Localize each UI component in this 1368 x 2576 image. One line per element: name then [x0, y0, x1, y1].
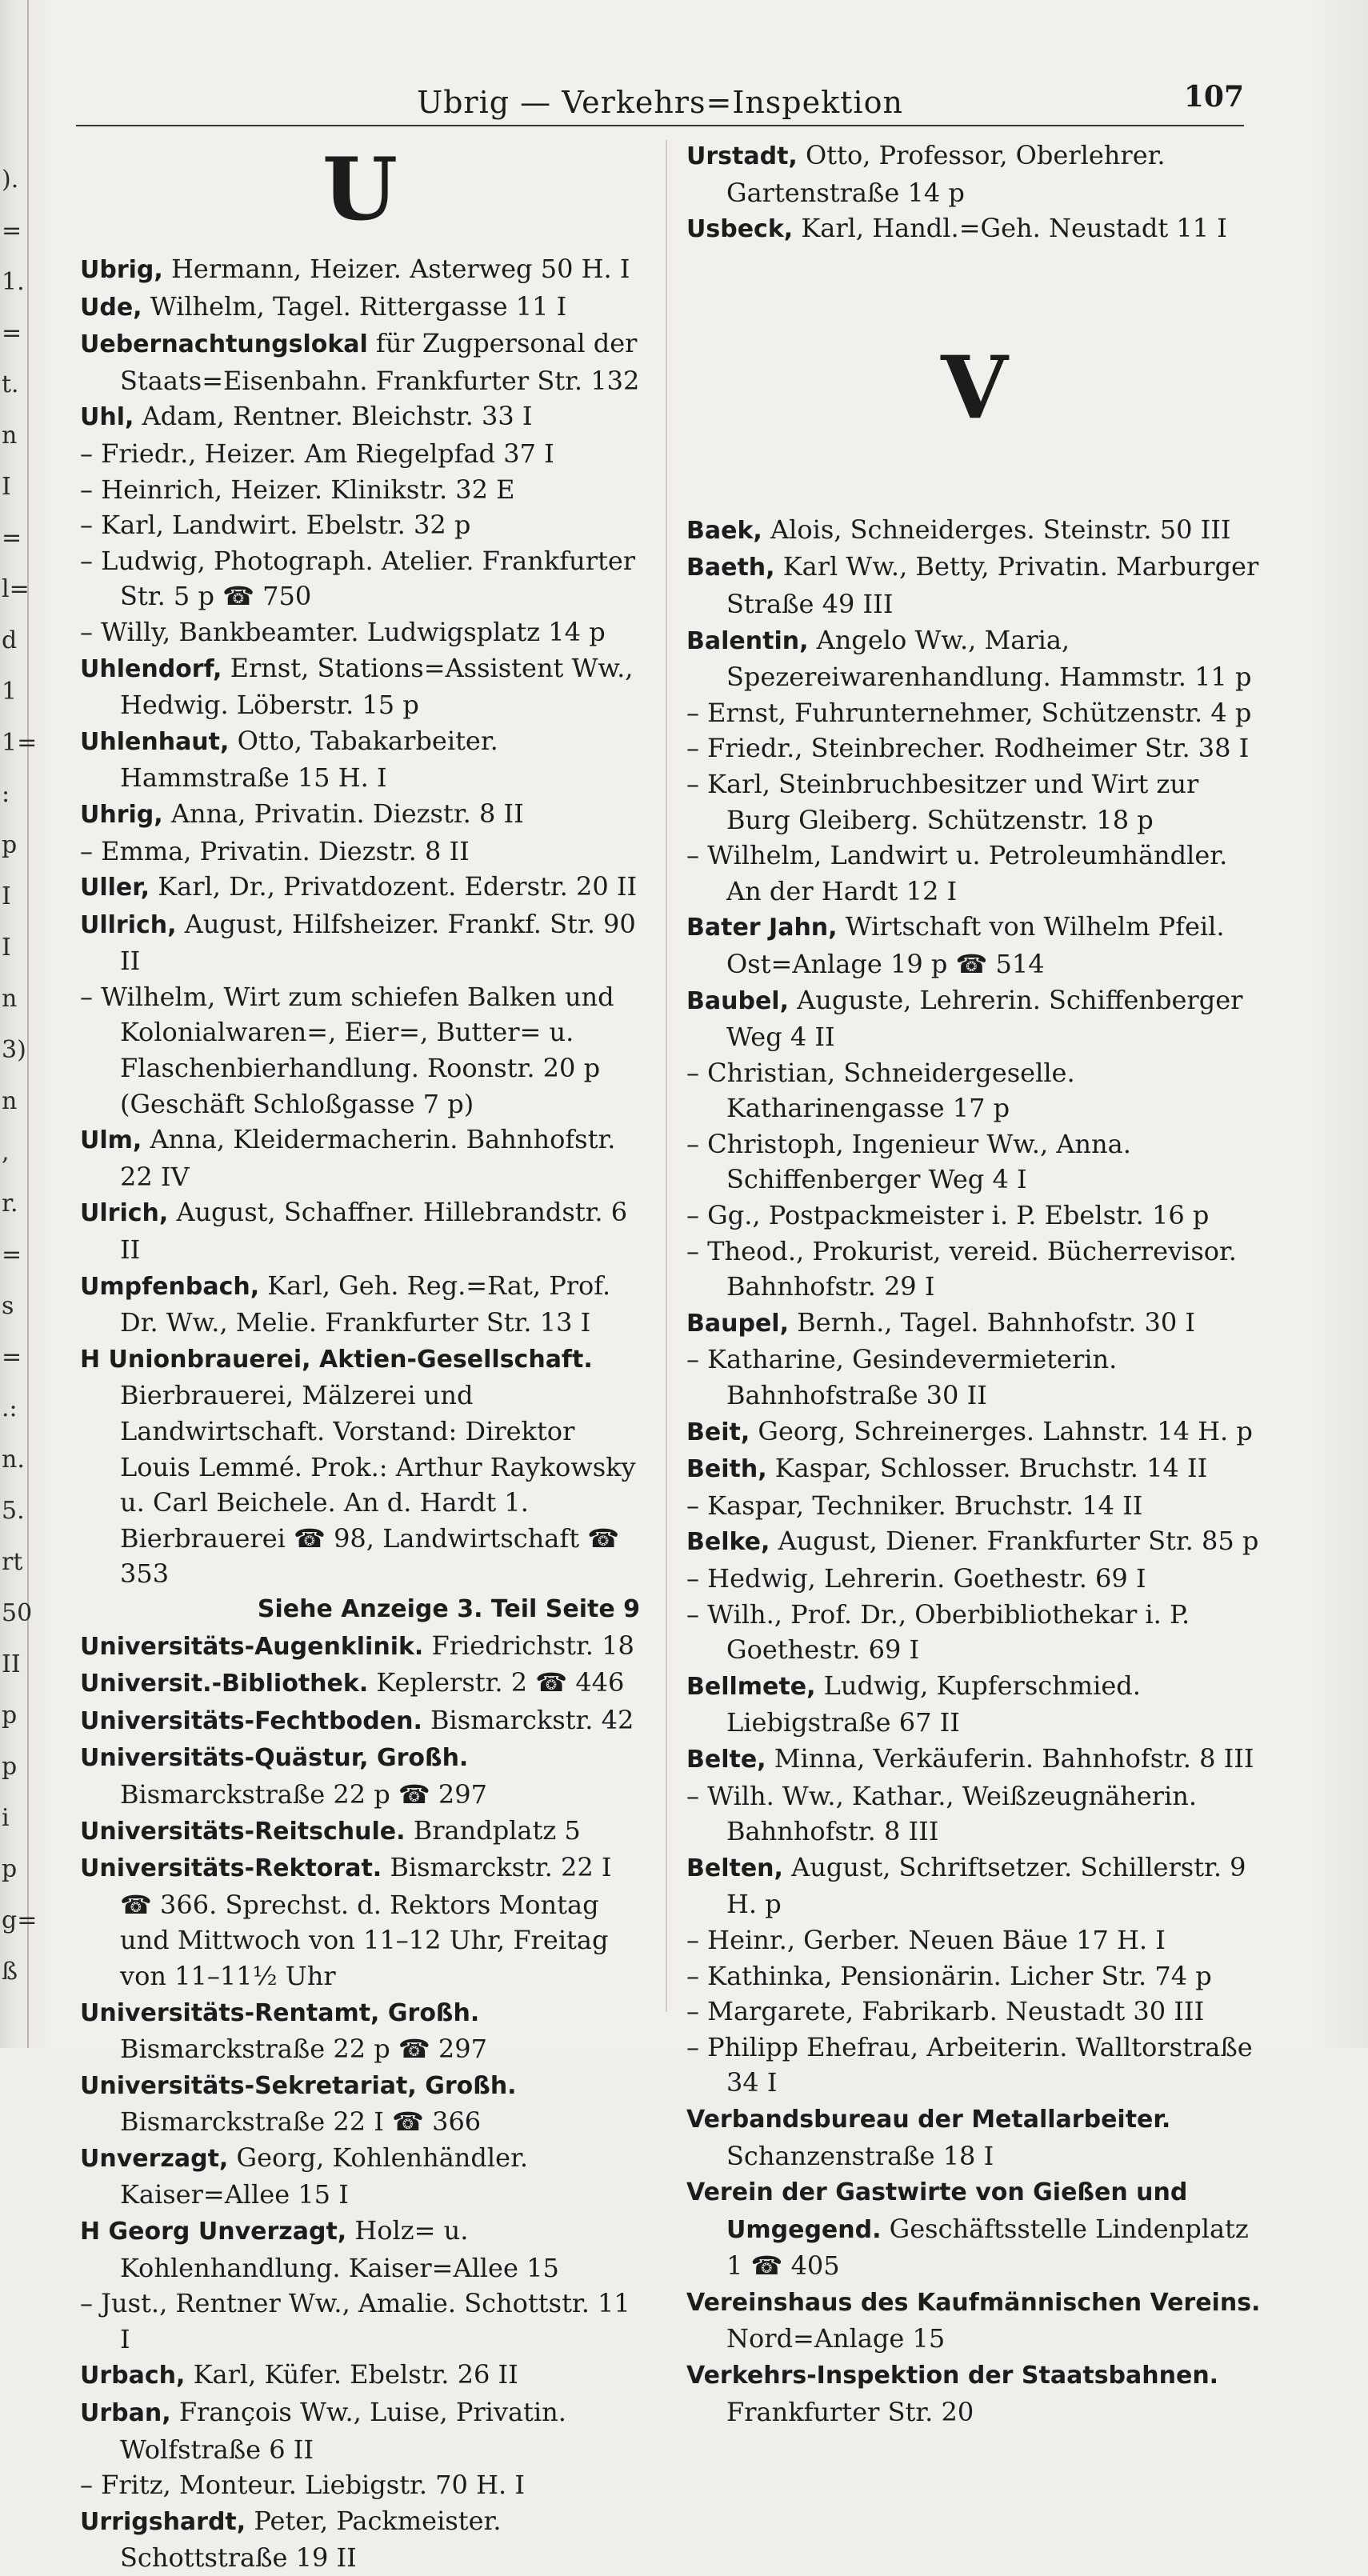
directory-entry	[686, 1958, 1262, 1994]
entry-details: Kaspar, Schlosser. Bruchstr. 14 II	[766, 1453, 1208, 1484]
entry-name: Balentin,	[686, 626, 809, 655]
entry-name: Beith,	[686, 1455, 767, 1484]
directory-entry	[80, 2394, 640, 2467]
directory-entry	[80, 289, 640, 326]
entry-name: Baubel,	[686, 986, 789, 1015]
entry-details: Schanzenstraße 18 I	[726, 2140, 994, 2171]
edge-fragment: =	[2, 1343, 22, 1371]
entry-name: Ulm,	[80, 1126, 142, 1155]
directory-entry	[80, 723, 640, 796]
edge-fragment: n	[2, 1087, 18, 1115]
directory-entry	[80, 472, 640, 508]
entry-details: Ludwig, Kupferschmied. Liebigstraße 67 II	[726, 1670, 1141, 1738]
entry-details: Peter, Packmeister. Schottstraße 19 II	[120, 2505, 502, 2574]
entry-name: Uhrig,	[80, 800, 163, 829]
directory-entry	[686, 1198, 1262, 1234]
entry-details: Bierbrauerei, Mälzerei und Landwirtschaft. Vorstand: Direktor Louis Lemmé. Prok.: Arthur Raykowsky u. Carl Beichele. An d. Hardt 1. Bierbrauerei ☎ 98, Landwirtschaft ☎ 353	[120, 1380, 636, 1590]
edge-fragment: I	[2, 882, 11, 910]
entry-details: François Ww., Luise, Privatin. Wolfstraße 6 II	[120, 2397, 566, 2465]
edge-fragment: p	[2, 1855, 18, 1883]
directory-entry	[686, 2101, 1262, 2174]
entry-details: – Fritz, Monteur. Liebigstr. 70 H. I	[80, 2470, 525, 2501]
directory-entry	[80, 1994, 640, 2067]
entry-name: Universitäts-Augenklinik.	[80, 1632, 424, 1661]
edge-fragment: 1=	[2, 729, 38, 757]
edge-fragment: =	[2, 217, 22, 245]
entry-details: – Willy, Bankbeamter. Ludwigsplatz 14 p	[80, 616, 606, 647]
directory-entry	[686, 1994, 1262, 2030]
edge-fragment: ß	[2, 1958, 18, 1986]
entry-name: H Georg Unverzagt,	[80, 2218, 347, 2246]
entry-details: – Friedr., Heizer. Am Riegelpfad 37 I	[80, 438, 554, 469]
entry-name: Urstadt,	[686, 142, 798, 170]
entry-details: – Margarete, Fabrikarb. Neustadt 30 III	[686, 1996, 1205, 2027]
right-column-entries	[686, 512, 1262, 2430]
directory-entry	[80, 869, 640, 906]
edge-fragment: =	[2, 1241, 22, 1269]
directory-entry	[80, 436, 640, 472]
entry-name: Uhlendorf,	[80, 654, 222, 683]
entry-details: August, Diener. Frankfurter Str. 85 p	[770, 1526, 1259, 1557]
entry-name: H Unionbrauerei, Aktien-Gesellschaft.	[80, 1345, 593, 1374]
entry-details: Bismarckstraße 22 I ☎ 366	[120, 2106, 482, 2138]
directory-entry	[686, 982, 1262, 1055]
edge-fragment: r.	[2, 1190, 18, 1218]
directory-entry	[80, 1122, 640, 1194]
page-header	[76, 80, 1244, 126]
entry-details: Auguste, Lehrerin. Schiffenberger Weg 4 II	[726, 984, 1243, 1053]
previous-page-edge	[0, 0, 38, 2048]
edge-fragment: p	[2, 1702, 18, 1730]
edge-fragment: .:	[2, 1394, 18, 1422]
entry-details: Ernst, Stations=Assistent Ww., Hedwig. Löberstr. 15 p	[120, 652, 634, 721]
entry-name: Belten,	[686, 1854, 783, 1882]
entry-details: – Wilh. Ww., Kathar., Weißzeugnäherin. Bahnhofstr. 8 III	[686, 1780, 1198, 1847]
directory-entry	[686, 1450, 1262, 1488]
entry-details: – Christoph, Ingenieur Ww., Anna. Schiffenberger Weg 4 I	[686, 1128, 1131, 1195]
directory-entry	[80, 1739, 640, 1812]
directory-entry	[80, 543, 640, 614]
directory-entry	[80, 2067, 640, 2140]
edge-fragment: ,	[2, 1138, 10, 1166]
edge-fragment: I	[2, 934, 11, 962]
directory-entry	[80, 1341, 640, 1592]
entry-name: Urban,	[80, 2399, 171, 2428]
entry-name: Uhlenhaut,	[80, 727, 230, 756]
entry-details: Nord=Anlage 15	[726, 2323, 946, 2354]
edge-fragment: 5.	[2, 1497, 25, 1525]
entry-details: – Friedr., Steinbrecher. Rodheimer Str. 38 I	[686, 733, 1250, 764]
entry-details: Keplerstr. 2 ☎ 446	[368, 1667, 625, 1698]
directory-entry	[686, 730, 1262, 766]
entry-details: – Kaspar, Techniker. Bruchstr. 14 II	[686, 1490, 1143, 1521]
running-title: Ubrig — Verkehrs=Inspektion	[417, 85, 903, 120]
entry-name: Verbandsbureau der Metallarbeiter.	[686, 2105, 1171, 2134]
edge-fragment: ).	[2, 166, 19, 194]
entry-details: Karl, Dr., Privatdozent. Ederstr. 20 II	[150, 871, 638, 902]
entry-name: Umpfenbach,	[80, 1272, 260, 1301]
section-letter-u: U	[322, 139, 398, 240]
entry-details: für Zugpersonal der Staats=Eisenbahn. Frankfurter Str. 132	[120, 328, 640, 396]
edge-fragment: p	[2, 1753, 18, 1781]
directory-entry	[686, 766, 1262, 838]
edge-fragment: 3)	[2, 1036, 26, 1064]
entry-details: Bismarckstr. 42	[422, 1704, 634, 1735]
directory-entry	[80, 1813, 640, 1850]
directory-entry	[80, 796, 640, 834]
directory-entry	[80, 2503, 640, 2576]
entry-name: Vereinshaus des Kaufmännischen Vereins.	[686, 2288, 1261, 2317]
directory-entry	[80, 251, 640, 289]
edge-fragment: 1	[2, 678, 18, 706]
entry-details: – Christian, Schneidergeselle. Katharinengasse 17 p	[686, 1057, 1075, 1124]
entry-details: – Wilhelm, Landwirt u. Petroleumhändler. An der Hardt 12 I	[686, 840, 1228, 906]
directory-entry	[80, 614, 640, 650]
entry-details: – Karl, Landwirt. Ebelstr. 32 p	[80, 510, 471, 541]
edge-fragment: t.	[2, 370, 19, 398]
entry-details: Bismarckstraße 22 p ☎ 297	[120, 1778, 487, 1810]
entry-details: – Hedwig, Lehrerin. Goethestr. 69 I	[686, 1563, 1146, 1594]
entry-details: Holz= u. Kohlenhandlung. Kaiser=Allee 15	[120, 2215, 559, 2283]
entry-name: Universitäts-Quästur, Großh.	[80, 1744, 469, 1773]
directory-entry	[686, 1597, 1262, 1668]
entry-name: Universitäts-Reitschule.	[80, 1817, 406, 1846]
entry-details: – Ludwig, Photograph. Atelier. Frankfurter Str. 5 p ☎ 750	[80, 545, 636, 612]
entry-name: Verein der Gastwirte von Gießen und Umgegend.	[686, 2178, 1188, 2244]
directory-entry	[686, 512, 1262, 550]
edge-fragment: i	[2, 1804, 10, 1832]
entry-details: – Philipp Ehefrau, Arbeiterin. Walltorstraße 34 I	[686, 2031, 1253, 2098]
entry-name: Universitäts-Rektorat.	[80, 1854, 382, 1883]
edge-fragment: p	[2, 831, 18, 859]
directory-entry	[80, 1850, 640, 1994]
entry-details: Friedrichstr. 18	[423, 1630, 634, 1661]
edge-fragment: l=	[2, 575, 30, 603]
directory-entry	[686, 1561, 1262, 1597]
directory-entry	[80, 398, 640, 436]
directory-entry	[80, 979, 640, 1122]
directory-entry	[686, 1523, 1262, 1561]
edge-fragment: n	[2, 422, 18, 450]
entry-details: – Gg., Postpackmeister i. P. Ebelstr. 16 p	[686, 1200, 1210, 1231]
entry-details: Anna, Kleidermacherin. Bahnhofstr. 22 IV	[120, 1124, 616, 1192]
entry-name: Ulrich,	[80, 1199, 169, 1228]
entry-details: Georg, Schreinerges. Lahnstr. 14 H. p	[750, 1415, 1253, 1446]
directory-entry	[686, 622, 1262, 695]
entry-name: Uller,	[80, 874, 150, 902]
entry-details: Karl, Handl.=Geh. Neustadt 11 I	[793, 213, 1227, 244]
edge-fragment: =	[2, 319, 22, 347]
entry-name: Beit,	[686, 1418, 750, 1446]
entry-details: Wilhelm, Tagel. Rittergasse 11 I	[142, 290, 567, 322]
entry-name: Urbach,	[80, 2362, 186, 2390]
right-column	[686, 138, 1262, 2430]
directory-entry	[686, 838, 1262, 909]
edge-fragment: d	[2, 626, 18, 654]
entry-name: Universitäts-Sekretariat, Großh.	[80, 2071, 517, 2100]
entry-name: Verkehrs-Inspektion der Staatsbahnen.	[686, 2362, 1219, 2390]
directory-entry	[686, 695, 1262, 731]
entry-details: – Karl, Steinbruchbesitzer und Wirt zur Burg Gleiberg. Schützenstr. 18 p	[686, 768, 1199, 835]
entry-details: Alois, Schneiderges. Steinstr. 50 III	[762, 514, 1231, 545]
entry-details: – Wilhelm, Wirt zum schiefen Balken und Kolonialwaren=, Eier=, Butter= u. Flaschenbierhandlung. Roonstr. 20 p (Geschäft Schloßgasse 7 p)	[80, 981, 614, 1119]
entry-details: Anna, Privatin. Diezstr. 8 II	[162, 798, 524, 829]
entry-name: Ullrich,	[80, 910, 177, 939]
entry-name: Universitäts-Fechtboden.	[80, 1706, 422, 1735]
entry-name: Bater Jahn,	[686, 914, 838, 942]
edge-fragment: n.	[2, 1446, 25, 1474]
entry-details: Geschäftsstelle Lindenplatz 1 ☎ 405	[726, 2213, 1249, 2282]
entry-name: Bellmete,	[686, 1672, 816, 1701]
entry-name: Belte,	[686, 1745, 766, 1774]
entry-name: Baeth,	[686, 554, 775, 582]
entry-details: – Just., Rentner Ww., Amalie. Schottstr. 11 I	[80, 2288, 630, 2354]
entry-details: – Katharine, Gesindevermieterin. Bahnhofstraße 30 II	[686, 1344, 1118, 1411]
directory-entry	[80, 1665, 640, 1702]
entry-name: Belke,	[686, 1528, 770, 1557]
edge-fragment: s	[2, 1292, 14, 1320]
entry-details: Hermann, Heizer. Asterweg 50 H. I	[162, 254, 630, 284]
edge-fragment: 50	[2, 1599, 33, 1627]
entry-name: Ubrig,	[80, 256, 163, 284]
directory-entry	[686, 1778, 1262, 1850]
entry-name: Uebernachtungslokal	[80, 330, 368, 359]
entry-details: Otto, Tabakarbeiter. Hammstraße 15 H. I	[120, 725, 498, 794]
entry-details: Georg, Kohlenhändler. Kaiser=Allee 15 I	[120, 2142, 529, 2210]
entry-name: Uhl,	[80, 403, 134, 432]
left-column	[80, 138, 640, 2576]
entry-details: – Heinr., Gerber. Neuen Bäue 17 H. I	[686, 1924, 1166, 1955]
entry-details: Bernh., Tagel. Bahnhofstr. 30 I	[788, 1306, 1196, 1338]
directory-entry	[686, 1055, 1262, 1126]
entry-details: – Heinrich, Heizer. Klinikstr. 32 E	[80, 474, 515, 505]
entry-details: – Kathinka, Pensionärin. Licher Str. 74 p	[686, 1960, 1212, 1991]
entry-details: – Ernst, Fuhrunternehmer, Schützenstr. 4 p	[686, 697, 1252, 728]
entry-details: Minna, Verkäuferin. Bahnhofstr. 8 III	[766, 1742, 1254, 1774]
directory-entry	[686, 2357, 1262, 2430]
section-letter-v: V	[941, 337, 1008, 438]
entry-details: August, Hilfsheizer. Frankf. Str. 90 II	[120, 908, 636, 977]
directory-entry	[80, 326, 640, 398]
entry-name: Baupel,	[686, 1309, 789, 1338]
edge-fragment: 1.	[2, 268, 25, 296]
entry-name: Universitäts-Rentamt, Großh.	[80, 1998, 480, 2027]
directory-entry	[80, 1702, 640, 1740]
directory-entry	[686, 2284, 1262, 2357]
entry-details: Karl, Küfer. Ebelstr. 26 II	[185, 2359, 518, 2390]
column-divider	[666, 140, 667, 2012]
directory-entry	[80, 906, 640, 979]
entry-details: Karl, Geh. Reg.=Rat, Prof. Dr. Ww., Melie. Frankfurter Str. 13 I	[120, 1270, 611, 1338]
entry-details: August, Schaffner. Hillebrandstr. 6 II	[120, 1197, 628, 1266]
edge-fragment: g=	[2, 1906, 38, 1934]
directory-entry	[686, 1126, 1262, 1198]
entry-details: Wirtschaft von Wilhelm Pfeil. Ost=Anlage 19 p ☎ 514	[726, 911, 1225, 979]
directory-entry	[686, 1668, 1262, 1741]
entry-name: Unverzagt,	[80, 2144, 229, 2173]
edge-fragment: II	[2, 1650, 21, 1678]
entry-details: Siehe Anzeige 3. Teil Seite 9	[257, 1594, 640, 1623]
directory-entry	[80, 2140, 640, 2213]
directory-entry	[686, 2174, 1262, 2284]
directory-entry	[80, 2467, 640, 2503]
directory-entry	[686, 1850, 1262, 1922]
directory-entry	[80, 1268, 640, 1341]
entry-name: Universit.-Bibliothek.	[80, 1670, 369, 1698]
page-number: 107	[1183, 80, 1244, 114]
entry-details: Frankfurter Str. 20	[726, 2396, 974, 2427]
edge-fragment: =	[2, 524, 22, 552]
entry-name: Urrigshardt,	[80, 2507, 246, 2536]
right-column-top-entries	[686, 138, 1262, 248]
directory-entry	[686, 549, 1262, 622]
entry-name: Ude,	[80, 293, 142, 322]
entry-details: – Theod., Prokurist, vereid. Bücherrevisor. Bahnhofstr. 29 I	[686, 1235, 1237, 1302]
directory-entry	[686, 1305, 1262, 1342]
entry-details: – Wilh., Prof. Dr., Oberbibliothekar i. P. Goethestr. 69 I	[686, 1598, 1190, 1666]
entry-name: Baek,	[686, 516, 762, 545]
edge-fragment: :	[2, 780, 10, 808]
entry-name: Usbeck,	[686, 215, 794, 244]
entry-details: Adam, Rentner. Bleichstr. 33 I	[134, 401, 533, 432]
directory-entry	[686, 1488, 1262, 1524]
edge-fragment: rt	[2, 1548, 23, 1576]
entry-details: Otto, Professor, Oberlehrer. Gartenstraße 14 p	[726, 140, 1166, 208]
directory-entry	[80, 2213, 640, 2286]
directory-entry	[686, 909, 1262, 982]
directory-entry	[686, 1234, 1262, 1305]
entry-details: August, Schriftsetzer. Schillerstr. 9 H. p	[726, 1851, 1246, 1920]
directory-entry	[80, 1628, 640, 1666]
directory-entry	[80, 834, 640, 870]
directory-entry	[80, 2357, 640, 2394]
edge-fragment: I	[2, 473, 11, 501]
directory-entry	[686, 1414, 1262, 1451]
directory-entry	[80, 2286, 640, 2357]
entry-details: Angelo Ww., Maria, Spezereiwarenhandlung. Hammstr. 11 p	[726, 624, 1252, 693]
directory-entry	[686, 138, 1262, 210]
directory-entry	[80, 1194, 640, 1267]
entry-details: Brandplatz 5	[405, 1814, 581, 1846]
entry-details: Bismarckstraße 22 p ☎ 297	[120, 2034, 487, 2065]
entry-details: Karl Ww., Betty, Privatin. Marburger Straße 49 III	[726, 551, 1259, 619]
directory-entry	[80, 507, 640, 543]
directory-entry	[686, 2030, 1262, 2101]
directory-entry	[80, 650, 640, 723]
edge-fragment: n	[2, 985, 18, 1013]
directory-entry	[686, 1342, 1262, 1413]
entry-details: Bismarckstr. 22 I ☎ 366. Sprechst. d. Rektors Montag und Mittwoch von 11–12 Uhr, Freitag von 11–11½ Uhr	[120, 1852, 612, 1991]
directory-entry	[686, 1922, 1262, 1958]
entry-details: – Emma, Privatin. Diezstr. 8 II	[80, 835, 470, 866]
directory-entry	[686, 210, 1262, 248]
directory-entry	[686, 1741, 1262, 1778]
directory-entry	[80, 1592, 640, 1628]
